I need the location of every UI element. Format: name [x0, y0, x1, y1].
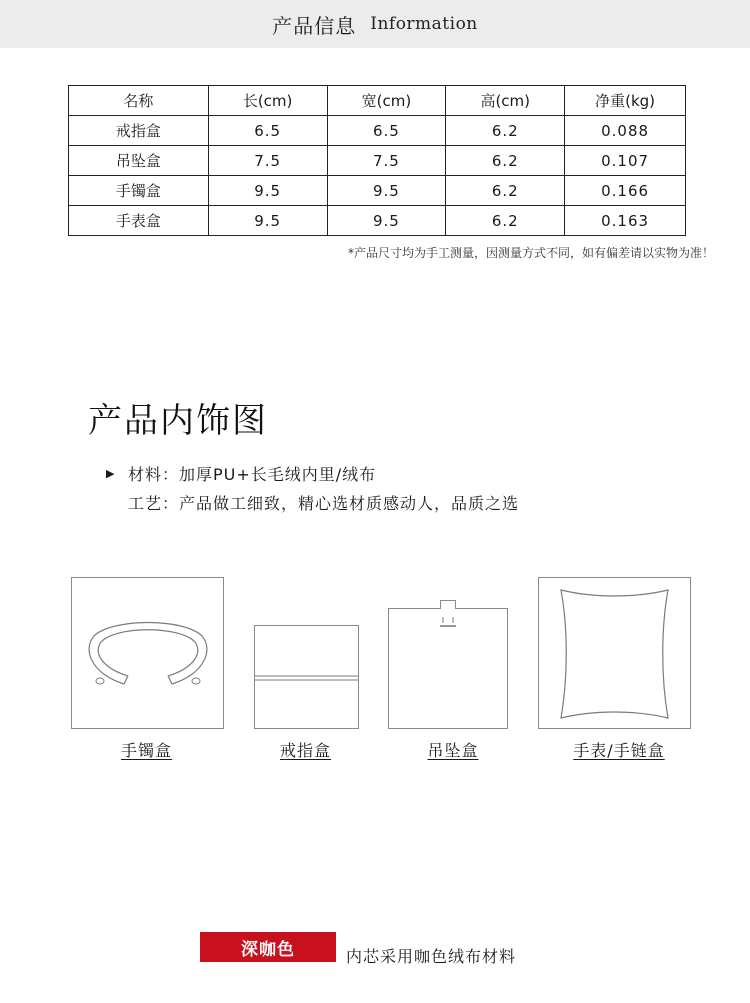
pendant-box-label: 吊坠盒	[427, 741, 479, 760]
measurement-note: *产品尺寸均为手工测量，因测量方式不同，如有偏差请以实物为准！	[347, 246, 714, 260]
table-cell: 9.5	[327, 206, 446, 236]
pendant-box-image	[388, 608, 508, 729]
ring-box-icon	[255, 626, 358, 728]
table-cell: 7.5	[208, 146, 327, 176]
pendant-hanger	[440, 600, 456, 609]
watch-box-image	[538, 577, 691, 729]
material-text: 材料：加厚PU+长毛绒内里/绒布	[128, 465, 377, 484]
table-row	[69, 206, 686, 236]
table-row	[69, 116, 686, 146]
table-cell: 6.5	[208, 116, 327, 146]
triangle-bullet-icon: ▶	[106, 467, 116, 480]
pendant-holder-icon	[389, 609, 507, 728]
ring-box-image	[254, 625, 359, 729]
table-cell: 7.5	[327, 146, 446, 176]
interior-title: 产品内饰图	[88, 401, 268, 441]
bangle-box-label: 手镯盒	[120, 741, 172, 760]
table-header-cell: 宽(cm)	[327, 86, 446, 116]
table-cell: 9.5	[208, 176, 327, 206]
table-cell: 9.5	[208, 206, 327, 236]
color-tag: 深咖色	[200, 932, 336, 962]
table-cell: 吊坠盒	[69, 146, 209, 176]
color-description: 内芯采用咖色绒布材料	[346, 947, 517, 966]
table-header-cell: 长(cm)	[208, 86, 327, 116]
table-cell: 6.5	[327, 116, 446, 146]
ring-box-label: 戒指盒	[279, 741, 331, 760]
table-cell: 9.5	[327, 176, 446, 206]
header-title-en: Information	[370, 14, 478, 34]
table-row	[69, 146, 686, 176]
table-cell: 手镯盒	[69, 176, 209, 206]
table-cell: 6.2	[446, 146, 565, 176]
table-cell: 6.2	[446, 206, 565, 236]
craft-text: 工艺：产品做工细致，精心选材质感动人，品质之选	[128, 494, 520, 513]
bangle-box-image	[71, 577, 224, 729]
table-row	[69, 176, 686, 206]
table-header-cell: 高(cm)	[446, 86, 565, 116]
table-cell: 6.2	[446, 176, 565, 206]
table-cell: 0.088	[565, 116, 686, 146]
header-title-cn: 产品信息	[272, 13, 357, 38]
table-cell: 0.107	[565, 146, 686, 176]
bangle-icon	[72, 578, 223, 728]
table-cell: 戒指盒	[69, 116, 209, 146]
watch-pillow-icon	[539, 578, 690, 728]
watch-box-label: 手表/手链盒	[573, 741, 665, 760]
table-header-cell: 名称	[69, 86, 209, 116]
material-line	[106, 462, 376, 485]
table-cell: 手表盒	[69, 206, 209, 236]
spec-table	[68, 85, 686, 236]
table-cell: 0.163	[565, 206, 686, 236]
table-cell: 0.166	[565, 176, 686, 206]
table-cell: 6.2	[446, 116, 565, 146]
table-header-row	[69, 86, 686, 116]
section-header	[0, 0, 750, 48]
table-header-cell: 净重(kg)	[565, 86, 686, 116]
